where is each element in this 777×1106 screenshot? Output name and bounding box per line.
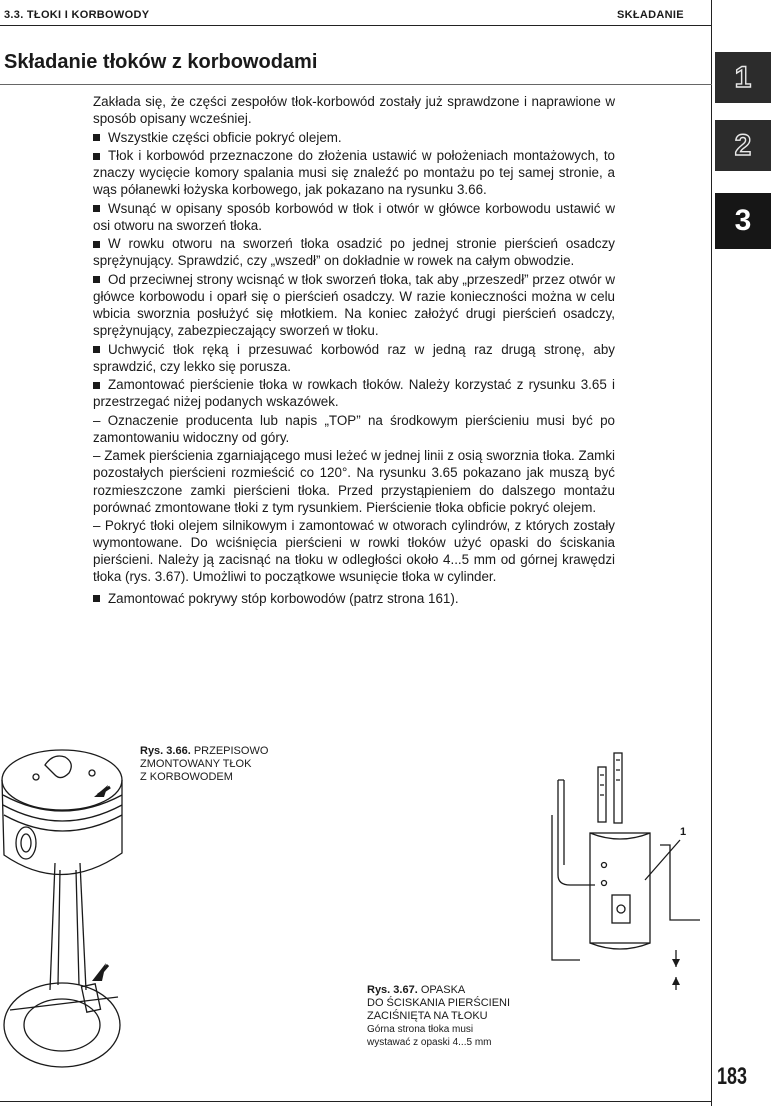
caption-line: Z KORBOWODEM: [140, 771, 233, 783]
paragraph: Zakłada się, że części zespołów tłok-korbowód zostały już sprawdzone i naprawione w sposób opisany wcześniej.: [93, 94, 615, 127]
bullet-item: Zamontować pierścienie tłoka w rowkach tłoków. Należy korzystać z rysunku 3.65 i przestrzegać niżej podanych wskazówek.: [93, 377, 615, 410]
figure-number: Rys. 3.66.: [140, 745, 191, 757]
chapter-tab-2[interactable]: 2: [715, 120, 771, 171]
footer-rule: [0, 1101, 712, 1102]
page-number: 183: [717, 1063, 748, 1090]
bullet-icon: [93, 346, 100, 353]
bullet-icon: [93, 241, 100, 248]
caption-line: OPASKA: [420, 984, 466, 996]
bullet-item: Wszystkie części obficie pokryć olejem.: [93, 129, 615, 146]
bullet-icon: [93, 382, 100, 389]
dash-item: – Pokryć tłoki olejem silnikowym i zamontować w otworach cylindrów, z których zostały wymontowane. Do wciśnięcia pierścieni w rowki tłoków użyć opaski do ściskania pierścieni. Należy ją zacisnąć na tłoku w odległości około 4...5 mm od górnej krawędzi tłoka (rys. 3.67). Umożliwi to początkowe wsunięcie tłoka w cylinder.: [93, 518, 615, 585]
bullet-icon: [93, 153, 100, 160]
caption-line: PRZEPISOWO: [193, 745, 269, 757]
bullet-icon: [93, 595, 100, 602]
caption-line: ZMONTOWANY TŁOK: [140, 758, 252, 770]
bullet-item: Zamontować pokrywy stóp korbowodów (patrz strona 161).: [93, 590, 615, 607]
callout-label: 1: [680, 826, 687, 838]
bullet-item: Tłok i korbowód przeznaczone do złożenia ustawić w położeniach montażowych, to znaczy wycięcie komory spalania musi się znaleźć po montażu po tej samej stronie, a wąs półanewki łożyska korbowego, jak pokazano na rysunku 3.66.: [93, 148, 615, 198]
chapter-header: SKŁADANIE: [617, 9, 684, 21]
bullet-item: W rowku otworu na sworzeń tłoka osadzić po jednej stronie pierścień osadczy sprężynujący. Sprawdzić, czy „wszedł” on dokładnie w rowek na całym obwodzie.: [93, 236, 615, 269]
figure-number: Rys. 3.67.: [367, 984, 418, 996]
caption-note: wystawać z opaski 4...5 mm: [367, 1037, 492, 1048]
body-text: [93, 93, 615, 608]
piston-rod-illustration: [0, 735, 135, 1090]
figure-3-67-caption: [367, 984, 567, 1049]
bullet-icon: [93, 276, 100, 283]
bullet-item: Od przeciwnej strony wcisnąć w tłok sworzeń tłoka, tak aby „przeszedł” przez otwór w główce korbowodu i oparł się o pierścień osadczy. W razie konieczności można w celu wbicia sworznia posłużyć się młotkiem. Na koniec założyć drugi pierścień osadczy, sprężynujący, zabezpieczający sworzeń w tłoku.: [93, 271, 615, 339]
caption-line: DO ŚCISKANIA PIERŚCIENI: [367, 997, 511, 1009]
chapter-tab-1[interactable]: 1: [715, 52, 771, 103]
chapter-tab-3[interactable]: 3: [715, 193, 771, 249]
dash-item: – Oznaczenie producenta lub napis „TOP” na środkowym pierścieniu musi być po zamontowaniu widoczny od góry.: [93, 412, 615, 445]
header-rule: [0, 25, 712, 26]
bullet-item: Wsunąć w opisany sposób korbowód w tłok i otwór w główce korbowodu ustawić w osi otworu na sworzeń tłoka.: [93, 200, 615, 233]
page-title: Składanie tłoków z korbowodami: [4, 51, 318, 73]
ring-compressor-illustration: [540, 745, 705, 990]
title-rule: [0, 84, 712, 85]
dash-item: – Zamek pierścienia zgarniającego musi leżeć w jednej linii z osią sworznia tłoka. Zamki pozostałych pierścieni rozmieścić co 120°. Na rysunku 3.65 pokazano jak muszą być rozmieszczone zamki pierścieni tłoka. Przed przystąpieniem do dalszego montażu porównać zmontowane tłoki z tym rysunkiem. Pierścienie tłoka obficie pokryć olejem.: [93, 448, 615, 515]
bullet-icon: [93, 205, 100, 212]
caption-note: Górna strona tłoka musi: [367, 1024, 474, 1035]
figure-3-66-caption: [140, 745, 310, 784]
section-header: 3.3. TŁOKI I KORBOWODY: [4, 9, 150, 21]
margin-rule: [711, 0, 712, 1106]
bullet-item: Uchwycić tłok ręką i przesuwać korbowód raz w jedną raz drugą stronę, aby sprawdzić, czy lekko się porusza.: [93, 341, 615, 374]
caption-line: ZACIŚNIĘTA NA TŁOKU: [367, 1010, 488, 1022]
bullet-icon: [93, 134, 100, 141]
